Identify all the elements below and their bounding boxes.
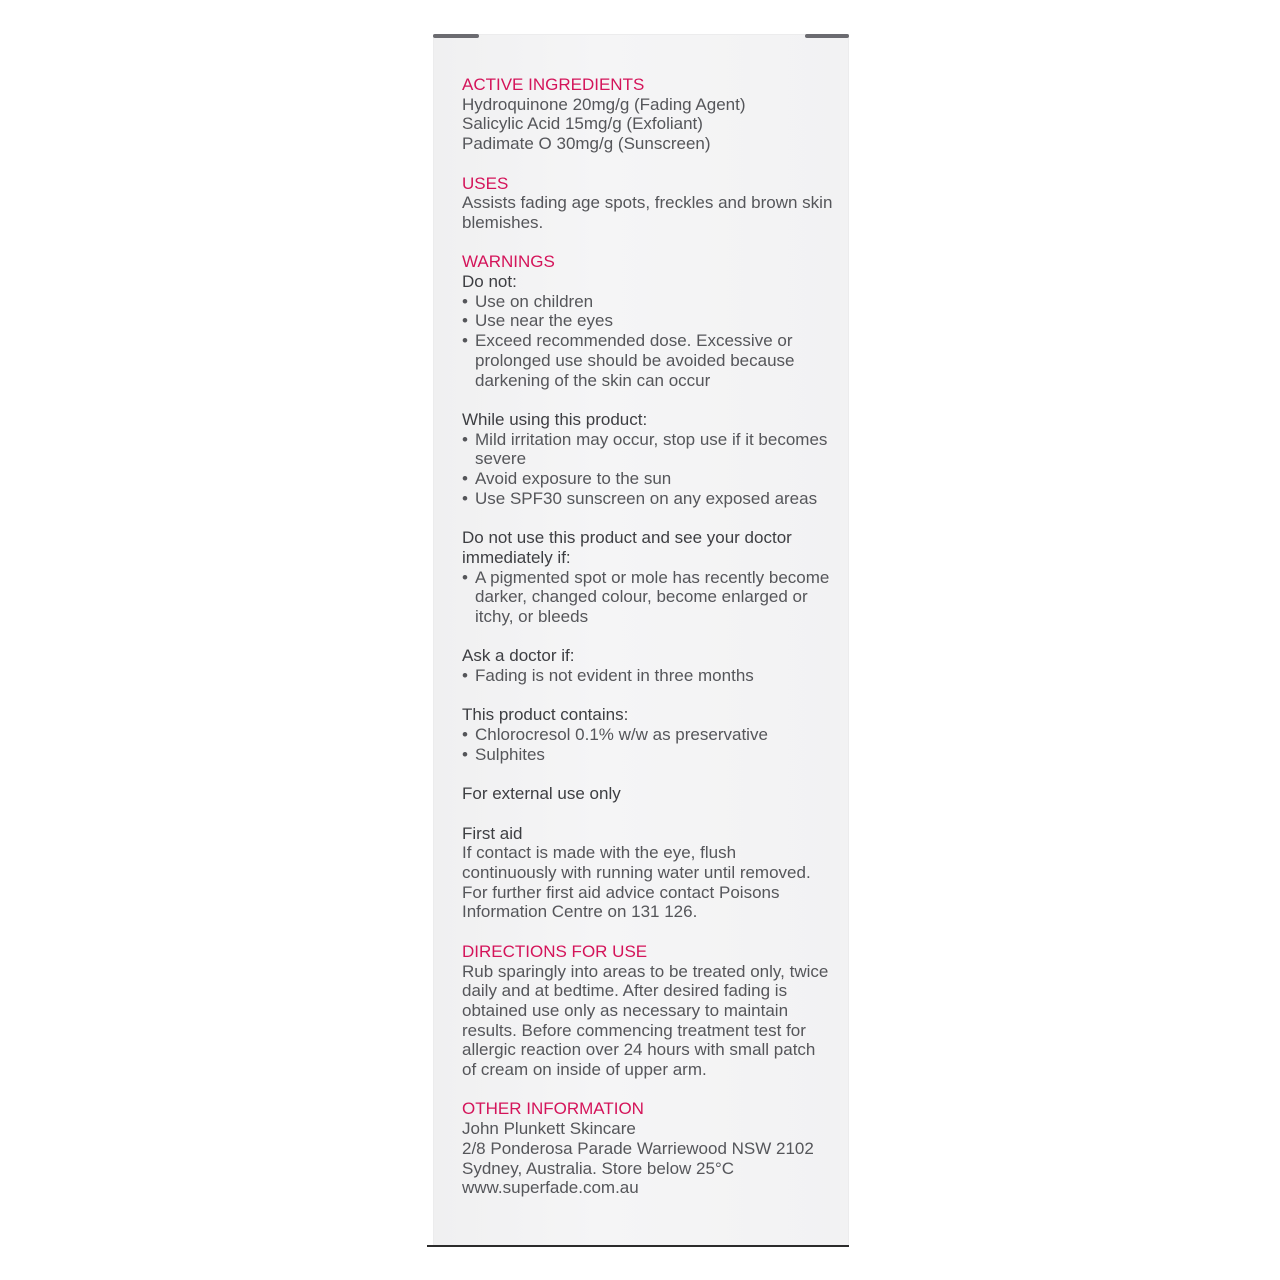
list-item: • Use near the eyes <box>462 311 834 331</box>
warnings-section <box>462 252 834 390</box>
list-item: • Use SPF30 sunscreen on any exposed areas <box>462 489 834 509</box>
directions-section <box>462 942 834 1080</box>
list-item: • Chlorocresol 0.1% w/w as preservative <box>462 725 834 745</box>
warnings-heading: WARNINGS <box>462 252 555 272</box>
active-ingredients-heading: ACTIVE INGREDIENTS <box>462 75 645 94</box>
first-aid-text: If contact is made with the eye, flush continuously with running water until removed. For further first aid advice contact Poisons Information Centre on 131 126. <box>462 843 811 922</box>
list-item: • Use on children <box>462 292 834 312</box>
website-text: www.superfade.com.au <box>462 1178 639 1198</box>
while-using-section <box>462 410 834 509</box>
contains-section <box>462 705 834 764</box>
ask-doctor-list <box>462 666 834 686</box>
contains-list <box>462 725 834 764</box>
first-aid-section <box>462 824 834 923</box>
list-item: • A pigmented spot or mole has recently become darker, changed colour, become enlarged or itchy, or bleeds <box>462 568 834 627</box>
uses-section <box>462 174 834 233</box>
contains-label: This product contains: <box>462 705 629 725</box>
address-line: Sydney, Australia. Store below 25°C <box>462 1158 735 1178</box>
other-information-section <box>462 1099 834 1198</box>
ask-doctor-label: Ask a doctor if: <box>462 646 575 666</box>
list-item: • Fading is not evident in three months <box>462 666 834 686</box>
list-item: • Mild irritation may occur, stop use if it becomes severe <box>462 430 834 469</box>
company-name: John Plunkett Skincare <box>462 1119 636 1139</box>
shelf-line <box>427 1245 849 1247</box>
see-doctor-section <box>462 528 834 627</box>
ingredient-line: Padimate O 30mg/g (Sunscreen) <box>462 134 711 154</box>
directions-text: Rub sparingly into areas to be treated only, twice daily and at bedtime. After desired fading is obtained use only as necessary to maintain results. Before commencing treatment test for allergic reaction over 24 hours with small patch of cream on inside of upper arm. <box>462 961 829 1080</box>
box-top-flap-left <box>433 34 479 38</box>
first-aid-label: First aid <box>462 823 523 843</box>
do-not-list <box>462 292 834 391</box>
uses-text: Assists fading age spots, freckles and brown skin blemishes. <box>462 193 833 232</box>
see-doctor-label: Do not use this product and see your doctor immediately if: <box>462 528 792 567</box>
list-item: • Sulphites <box>462 745 834 765</box>
box-top-flap-right <box>805 34 849 38</box>
external-use-note: For external use only <box>462 784 621 804</box>
list-item: • Avoid exposure to the sun <box>462 469 834 489</box>
directions-heading: DIRECTIONS FOR USE <box>462 941 648 961</box>
ingredient-line: Hydroquinone 20mg/g (Fading Agent) <box>462 94 746 114</box>
other-information-heading: OTHER INFORMATION <box>462 1099 644 1119</box>
ask-doctor-section <box>462 646 834 685</box>
list-item: • Exceed recommended dose. Excessive or prolonged use should be avoided because darkening of the skin can occur <box>462 331 834 390</box>
do-not-label: Do not: <box>462 272 517 291</box>
while-using-label: While using this product: <box>462 409 648 429</box>
address-line: 2/8 Ponderosa Parade Warriewood NSW 2102 <box>462 1138 814 1158</box>
active-ingredients-section <box>462 75 834 154</box>
label-text <box>462 75 834 1218</box>
uses-heading: USES <box>462 173 509 193</box>
see-doctor-list <box>462 568 834 627</box>
while-using-list <box>462 430 834 509</box>
ingredient-line: Salicylic Acid 15mg/g (Exfoliant) <box>462 114 703 134</box>
